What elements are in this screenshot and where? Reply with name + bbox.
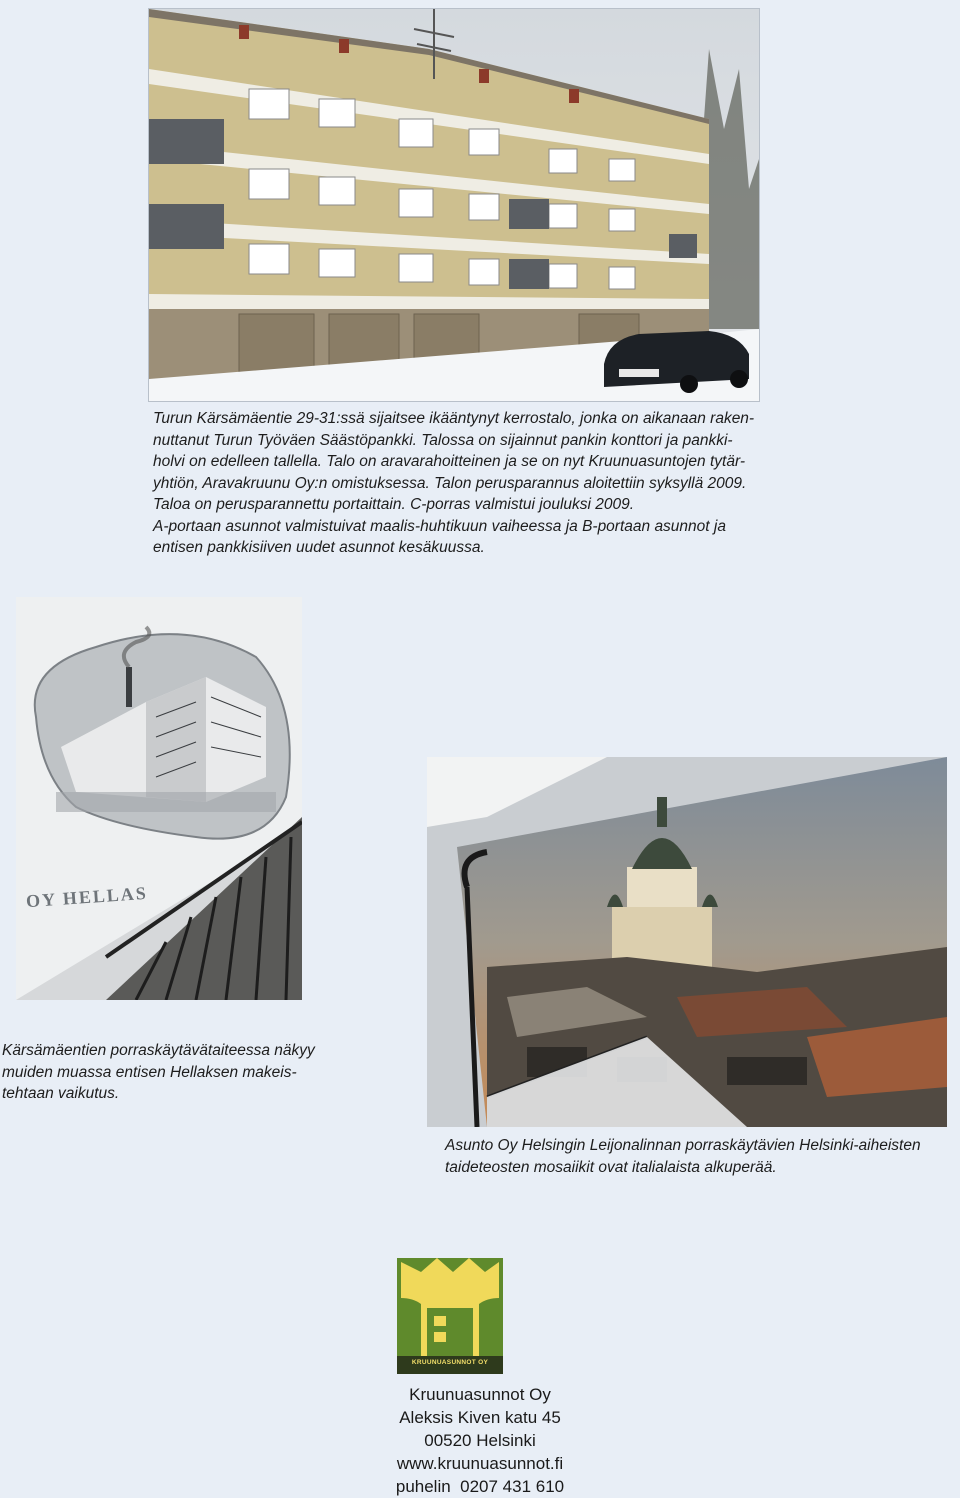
caption-line: nuttanut Turun Työväen Säästöpankki. Talossa on sijainnut pankin konttori ja pankki- — [153, 431, 733, 449]
caption-line: Kärsämäentien porraskäytävätaiteessa näkyy — [2, 1042, 315, 1059]
website-link[interactable]: www.kruunuasunnot.fi — [396, 1454, 564, 1473]
mosaic-caption — [445, 1135, 945, 1178]
mosaic-photo — [427, 757, 947, 1127]
caption-line: tehtaan vaikutus. — [2, 1085, 120, 1102]
caption-line: Asunto Oy Helsingin Leijonalinnan porraskäytävien Helsinki-aiheisten — [445, 1137, 921, 1154]
caption-line: entisen pankkisiiven uudet asunnot kesäkuussa. — [153, 539, 485, 556]
caption-line: Turun Kärsämäentie 29-31:ssä sijaitsee ikääntynyt kerrostalo, jonka on aikanaan raken- — [153, 410, 755, 427]
street-address: Aleksis Kiven katu 45 — [399, 1408, 561, 1427]
factory-sign: OY HELLAS — [25, 882, 149, 912]
contact-block — [330, 1383, 630, 1498]
phone-number: puhelin 0207 431 610 — [395, 1477, 565, 1496]
logo-wordmark: KRUUNUASUNNOT OY — [411, 1359, 489, 1366]
stairwell-caption — [2, 1040, 332, 1105]
caption-line: yhtiön, Aravakruunu Oy:n omistuksessa. Talon perusparannus aloitettiin syksyllä 2009. — [153, 474, 747, 492]
kruunuasunnot-logo — [397, 1258, 503, 1374]
stairwell-art-photo — [16, 597, 302, 1000]
postal-address: 00520 Helsinki — [424, 1431, 536, 1450]
caption-line: muiden muassa entisen Hellaksen makeis- — [2, 1063, 297, 1081]
company-name: Kruunuasunnot Oy — [409, 1385, 551, 1404]
caption-line: holvi on edelleen tallella. Talo on aravarahoitteinen ja se on nyt Kruunuasuntojen tytär- — [153, 453, 745, 470]
caption-line: Taloa on perusparannettu portaittain. C-porras valmistui jouluksi 2009. — [153, 496, 635, 513]
caption-line: A-portaan asunnot valmistuivat maalis-huhtikuun vaiheessa ja B-portaan asunnot ja — [153, 517, 726, 535]
building-caption — [153, 408, 763, 559]
building-photo — [148, 8, 760, 402]
caption-line: taideteosten mosaiikit ovat italialaista alkuperää. — [445, 1158, 777, 1176]
